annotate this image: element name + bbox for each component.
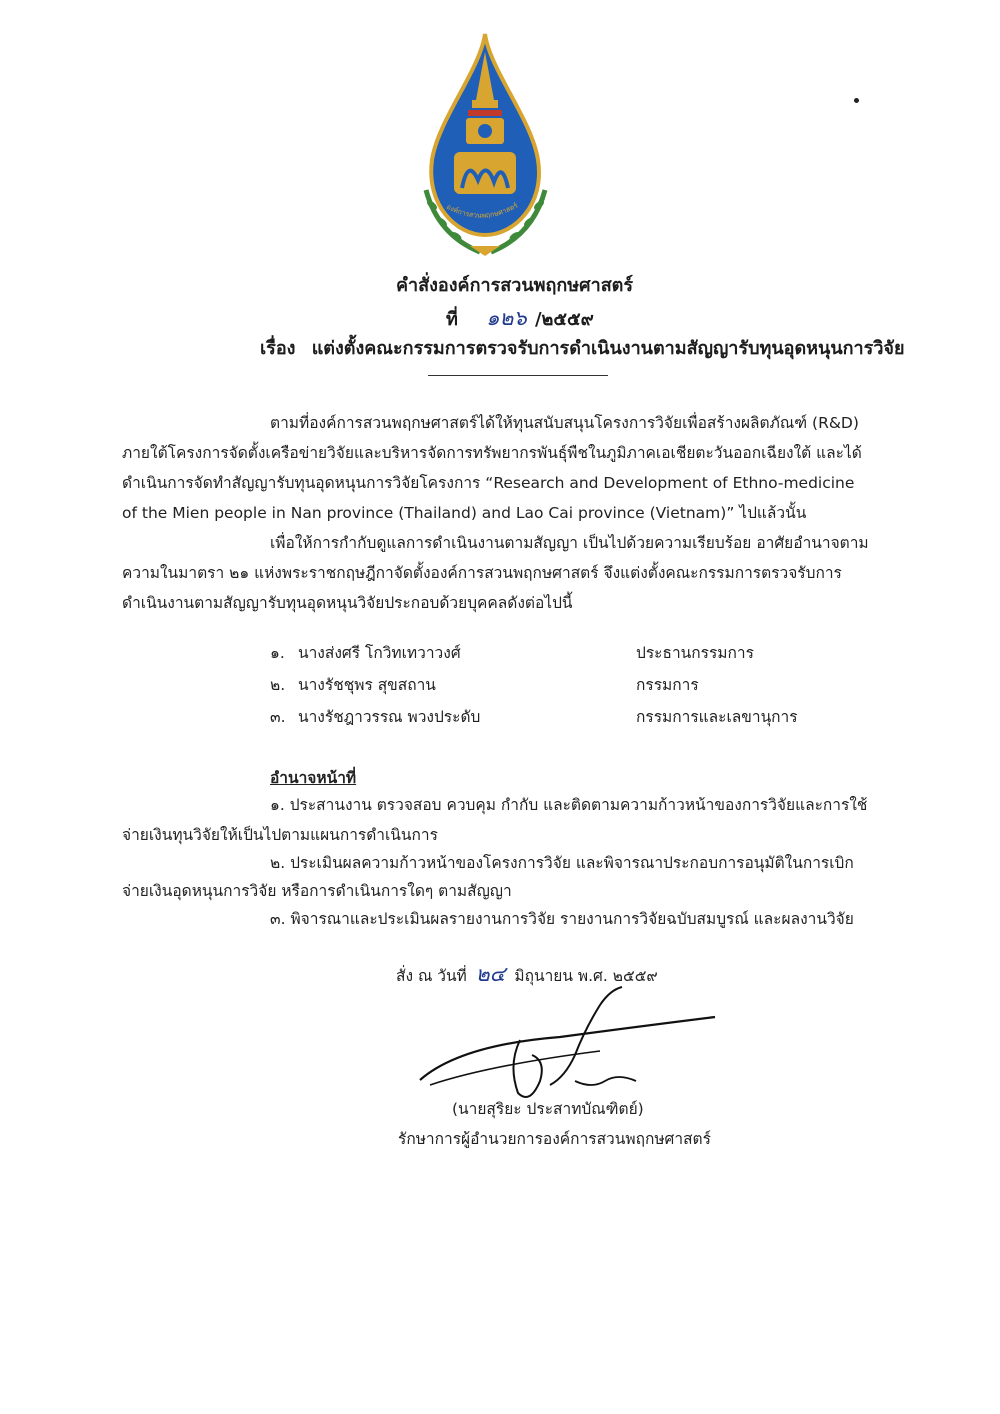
order-number-row <box>446 302 594 335</box>
subject-text: แต่งตั้งคณะกรรมการตรวจรับการดำเนินงานตามสัญญารับทุนอุดหนุนการวิจัย <box>311 338 905 359</box>
paragraph1-line3: ดำเนินการจัดทำสัญญารับทุนอุดหนุนการวิจัยโครงการ “Research and Development of Ethno-medicine <box>122 474 855 492</box>
paragraph2-line1: เพื่อให้การกำกับดูแลการดำเนินงานตามสัญญา เป็นไปด้วยความเรียบร้อย อาศัยอำนาจตาม <box>270 534 869 552</box>
duty-line: จ่ายเงินอุดหนุนการวิจัย หรือการดำเนินการใดๆ ตามสัญญา <box>122 882 512 900</box>
member-role: กรรมการ <box>636 676 699 694</box>
paragraph2-line2: ความในมาตรา ๒๑ แห่งพระราชกฤษฎีกาจัดตั้งองค์การสวนพฤกษศาสตร์ จึงแต่งตั้งคณะกรรมการตรวจรับการ <box>122 564 842 582</box>
ordered-month-year: มิถุนายน พ.ศ. ๒๕๕๙ <box>514 967 658 985</box>
duty-line: ๑. ประสานงาน ตรวจสอบ ควบคุม กำกับ และติดตามความก้าวหน้าของการวิจัยและการใช้ <box>270 796 868 814</box>
signer-name: (นายสุริยะ ประสาทบัณฑิตย์) <box>452 1100 644 1118</box>
duties-heading: อำนาจหน้าที่ <box>270 769 357 787</box>
member-name: นางรัชชุพร สุขสถาน <box>298 676 436 694</box>
member-number: ๓. <box>270 708 286 726</box>
ordered-on-label: สั่ง ณ วันที่ <box>396 967 467 985</box>
member-name: นางรัชฎาวรรณ พวงประดับ <box>298 708 481 726</box>
member-role: ประธานกรรมการ <box>636 644 754 662</box>
order-number-label: ที่ <box>446 309 458 330</box>
subject-divider <box>428 375 608 376</box>
order-title: คำสั่งองค์การสวนพฤกษศาสตร์ <box>396 275 634 296</box>
paragraph1-line4: of the Mien people in Nan province (Thailand) and Lao Cai province (Vietnam)” ไปแล้วนั้น <box>122 504 807 522</box>
svg-text:องค์การสวนพฤกษศาสตร์: องค์การสวนพฤกษศาสตร์ <box>445 201 520 220</box>
signer-title: รักษาการผู้อำนวยการองค์การสวนพฤกษศาสตร์ <box>398 1130 711 1148</box>
paragraph1-line1: ตามที่องค์การสวนพฤกษศาสตร์ได้ให้ทุนสนับสนุนโครงการวิจัยเพื่อสร้างผลิตภัณฑ์ (R&D) <box>270 414 859 432</box>
member-number: ๑. <box>270 644 285 662</box>
order-number-year: /๒๕๕๙ <box>534 309 594 330</box>
duty-line: จ่ายเงินทุนวิจัยให้เป็นไปตามแผนการดำเนินการ <box>122 826 438 844</box>
botanical-garden-emblem-logo <box>418 30 553 258</box>
duty-line: ๓. พิจารณาและประเมินผลรายงานการวิจัย รายงานการวิจัยฉบับสมบูรณ์ และผลงานวิจัย <box>270 910 854 928</box>
stray-dot-mark <box>854 98 859 103</box>
paragraph2-line3: ดำเนินงานตามสัญญารับทุนอุดหนุนวิจัยประกอบด้วยบุคคลดังต่อไปนี้ <box>122 594 573 612</box>
member-role: กรรมการและเลขานุการ <box>636 708 798 726</box>
duty-line: ๒. ประเมินผลความก้าวหน้าของโครงการวิจัย และพิจารณาประกอบการอนุมัติในการเบิก <box>270 854 854 872</box>
member-name: นางส่งศรี โกวิทเทวาวงศ์ <box>298 644 461 662</box>
subject-row <box>260 333 905 362</box>
member-number: ๒. <box>270 676 286 694</box>
ordered-day-handwritten: ๒๔ <box>475 962 506 986</box>
order-number-handwritten: ๑๒๖ <box>486 306 527 330</box>
subject-label: เรื่อง <box>260 338 296 359</box>
paragraph1-line2: ภายใต้โครงการจัดตั้งเครือข่ายวิจัยและบริหารจัดการทรัพยากรพันธุ์พืชในภูมิภาคเอเชียตะวันออกเฉียงใต้ และได้ <box>122 444 862 462</box>
